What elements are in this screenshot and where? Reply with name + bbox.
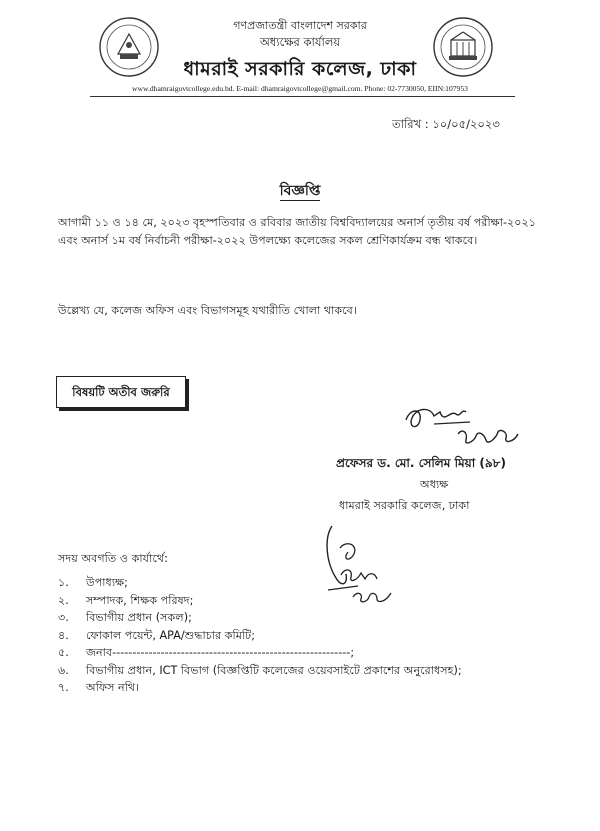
government-heading: গণপ্রজাতন্ত্রী বাংলাদেশ সরকার: [233, 19, 367, 32]
list-item-text: ফোকাল পয়েন্ট, APA/শুদ্ধাচার কমিটি;: [86, 628, 255, 642]
list-item-text: সম্পাদক, শিক্ষক পরিষদ;: [86, 593, 194, 607]
list-item: [58, 627, 558, 645]
list-item: [58, 644, 558, 662]
list-item-number: ৫.: [58, 646, 69, 659]
list-item: [58, 592, 558, 610]
signatory-college: ধামরাই সরকারি কলেজ, ঢাকা: [339, 499, 470, 512]
notice-title: [0, 179, 600, 203]
notice-date: তারিখ : ১০/০৫/২০২৩: [392, 117, 500, 131]
list-item: [58, 574, 558, 592]
header-divider: [90, 96, 515, 97]
list-item-number: ৬.: [58, 663, 69, 677]
list-item-text: জনাব-----------------------------------------------------------;: [86, 646, 355, 659]
list-item-number: ৩.: [58, 611, 69, 624]
principal-signature-icon: [400, 402, 526, 454]
notice-paragraph-2: উল্লেখ্য যে, কলেজ অফিস এবং বিভাগসমূহ যথারীতি খোলা থাকবে।: [58, 304, 357, 317]
list-item-text: বিভাগীয় প্রধান (সকল);: [86, 611, 192, 624]
list-item-text: বিভাগীয় প্রধান, ICT বিভাগ (বিজ্ঞপ্তিটি কলেজের ওয়েবসাইটে প্রকাশের অনুরোধসহ);: [86, 663, 462, 677]
list-item: [58, 609, 558, 627]
list-item-number: ১.: [58, 576, 69, 589]
list-item: [58, 662, 558, 680]
contact-info: www.dhamraigovtcollege.edu.bd. E-mail: dhamraigovtcollege@gmail.com. Phone: 02-7730050, EIIN:107953: [132, 84, 468, 93]
list-item: [58, 679, 558, 697]
urgent-box: বিষয়টি অতীব জরুরি: [56, 376, 186, 408]
signatory-role: অধ্যক্ষ: [420, 478, 449, 491]
notice-title-text: বিজ্ঞপ্তি: [279, 183, 321, 199]
notice-paragraph-1: আগামী ১১ ও ১৪ মে, ২০২৩ বৃহস্পতিবার ও রবিবার জাতীয় বিশ্ববিদ্যালয়ের অনার্স তৃতীয় বর্ষ পরীক্ষা-২০২১ এবং অনার্স ১ম বর্ষ নির্বাচনী পরীক্ষা-২০২২ উপলক্ষ্যে কলেজের সকল শ্রেণিকার্যক্রম বন্ধ থাকবে।: [58, 216, 537, 247]
signatory-name: প্রফেসর ড. মো. সেলিম মিয়া (৯৮): [336, 456, 506, 470]
list-item-text: উপাধ্যক্ষ;: [86, 576, 128, 589]
list-item-text: অফিস নথি।: [86, 681, 140, 694]
office-heading: অধ্যক্ষের কার্যালয়: [259, 35, 341, 49]
distribution-list: [58, 574, 558, 697]
college-name: ধামরাই সরকারি কলেজ, ঢাকা: [183, 58, 417, 80]
list-item-number: ৭.: [58, 681, 69, 694]
distribution-heading: সদয় অবগতি ও কার্যার্থে:: [58, 552, 168, 565]
list-item-number: ২.: [58, 593, 69, 607]
list-item-number: ৪.: [58, 628, 69, 642]
